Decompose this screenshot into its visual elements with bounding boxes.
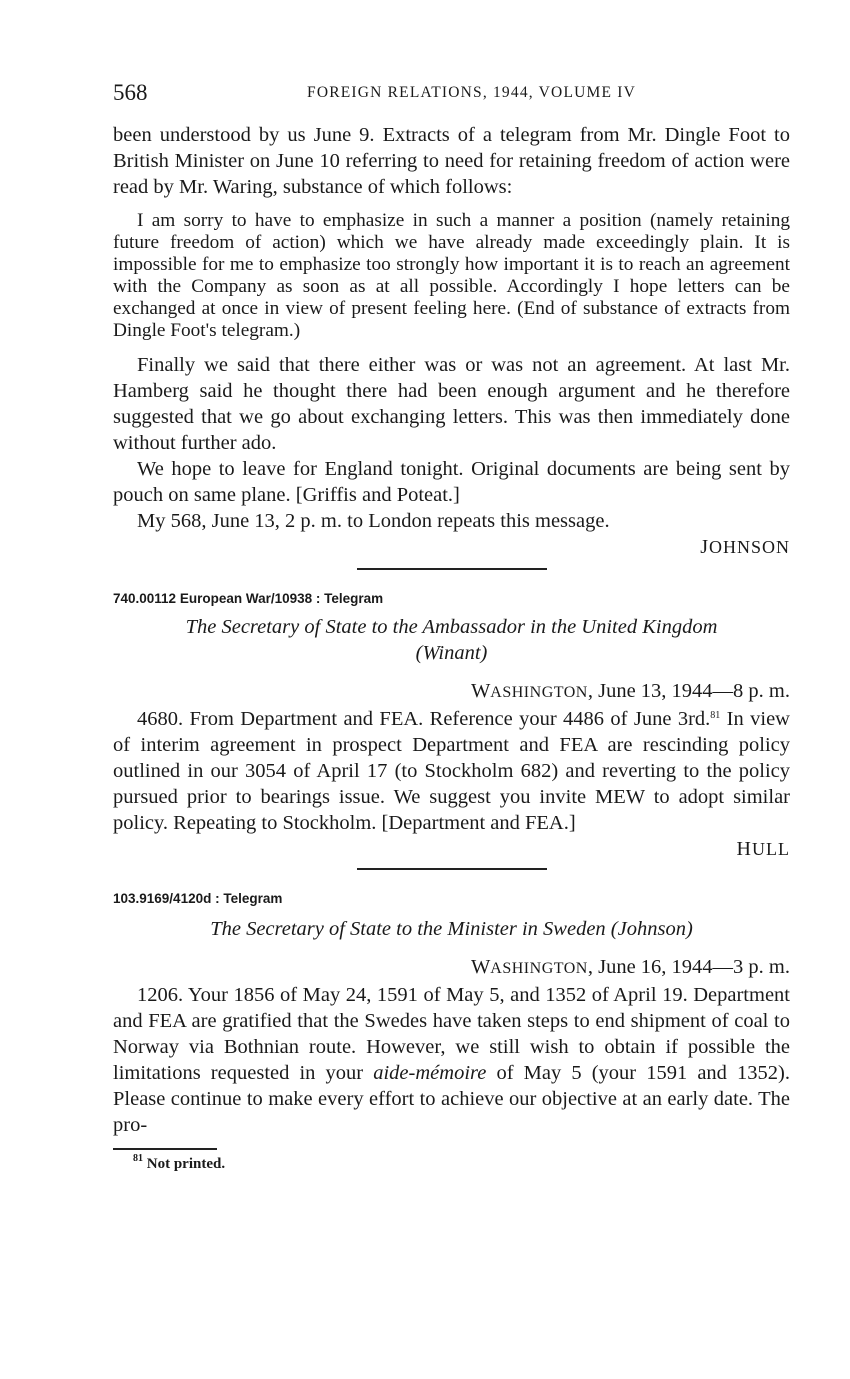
file-reference: 740.00112 European War/10938 : Telegram [113, 591, 384, 606]
footnote-reference: 81 [710, 710, 721, 721]
document-title: The Secretary of State to the Ambassador in the United Kingdom (Winant) [185, 616, 718, 664]
file-reference: 103.9169/4120d : Telegram [113, 891, 283, 906]
paragraph-leave-england: We hope to leave for England tonight. Original documents are being sent by pouch on same plane. [Griffis and Poteat.] [113, 458, 790, 506]
running-head: FOREIGN RELATIONS, 1944, VOLUME IV [307, 84, 636, 101]
telegram-1206-body: 1206. Your 1856 of May 24, 1591 of May 5, and 1352 of April 19. Department and FEA are gratified that the Swedes have taken steps to end shipment of coal to Norway via Bothnian route. However, we still wish to obtain if possible the limitations requested in your aide-mémoire of May 5 (your 1591 and 1352). Please continue to make every effort to achieve our objective at an early date. The pro- [113, 984, 791, 1136]
document-page [113, 78, 790, 1174]
paragraph-continuation: been understood by us June 9. Extracts of a telegram from Mr. Dingle Foot to British Minister on June 10 referring to need for retaining freedom of action were read by Mr. Waring, substance of which follows: [113, 124, 790, 198]
signature-johnson: JOHNSON [700, 536, 790, 558]
page-header [113, 78, 790, 108]
dateline: WASHINGTON, June 13, 1944—8 p. m. [470, 680, 790, 702]
telegram-4680-body: 4680. From Department and FEA. Reference your 4486 of June 3rd.$^{81}$ In view of interim agreement in prospect Department and FEA are rescinding policy outlined in our 3054 of April 17 (to Stockholm 682) and reverting to the policy pursued prior to bearings issue. We suggest you invite MEW to adopt similar policy. Repeating to Stockholm. [Department and FEA.] [113, 708, 790, 834]
footnote: $^{81}$ Not printed. [133, 1153, 226, 1172]
dateline: WASHINGTON, June 16, 1944—3 p. m. [470, 956, 790, 978]
document-title: The Secretary of State to the Minister in Sweden (Johnson) [210, 918, 693, 940]
paragraph-finally: Finally we said that there either was or was not an agreement. At last Mr. Hamberg said he thought there had been enough argument and he therefore suggested that we go about exchanging letters. This was then immediately done without further ado. [113, 354, 790, 454]
signature-hull: HULL [736, 838, 790, 860]
quoted-telegram-extract: I am sorry to have to emphasize in such a manner a position (namely retaining future freedom of action) which we have already made exceedingly plain. It is impossible for me to emphasize too strongly how important it is to reach an agreement with the Company as soon as at all possible. Accordingly I hope letters can be exchanged at once in view of present feeling here. (End of substance of extracts from Dingle Foot's telegram.) [113, 210, 790, 341]
page-number: 568 [113, 80, 148, 105]
paragraph-repeats-message: My 568, June 13, 2 p. m. to London repeats this message. [137, 510, 610, 532]
